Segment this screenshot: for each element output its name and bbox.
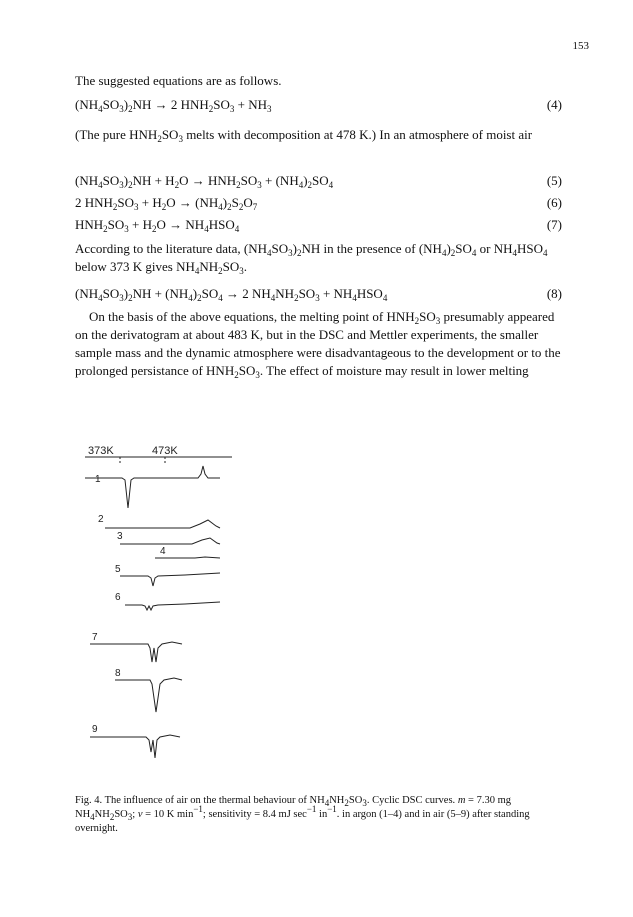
curve-label-9: 9 <box>92 724 98 735</box>
dsc-curve-4 <box>155 557 220 558</box>
equation-7-body: $HNH_2SO_3 + H_2O \to NH_4HSO_4$ <box>75 217 240 234</box>
axis-label-473k: 473K <box>152 445 178 457</box>
curve-label-7: 7 <box>92 632 98 643</box>
equation-4-number: (4) <box>546 97 562 112</box>
equation-4-body: $(NH_4SO_3)_2NH \to 2$ $HNH_2SO_3 + NH_3$ <box>75 97 272 114</box>
dsc-curve-6 <box>125 602 220 610</box>
page-number: 153 <box>572 40 589 52</box>
paragraph-literature: According to the literature data, $(NH_4SO_3)_2NH$ in the presence of $(NH_4)_2SO_4$ or $NH_4HSO_4$ below 373 K gives $NH_4NH_2SO_3$. <box>75 241 548 276</box>
equation-6-number: (6) <box>546 195 562 210</box>
curve-label-8: 8 <box>115 668 121 679</box>
intro-text: The suggested equations are as follows. <box>75 73 282 88</box>
curve-label-4: 4 <box>160 546 166 557</box>
dsc-curve-1 <box>85 466 220 508</box>
dsc-curve-7 <box>90 642 182 662</box>
equation-5-body: $(NH_4SO_3)_2NH + H_2O \to HNH_2SO_3 + (NH_4)_2SO_4$ <box>75 173 334 190</box>
curve-label-1: 1 <box>95 474 101 485</box>
axis-label-373k: 373K <box>88 445 114 457</box>
equation-5-number: (5) <box>546 173 562 188</box>
equation-6-body: 2 $HNH_2SO_3 + H_2O \to (NH_4)_2S_2O_7$ <box>75 195 258 212</box>
figure-caption: Fig. 4. The influence of air on the thermal behaviour of $NH_4NH_2SO_3$. Cyclic DSC curves. m = 7.30 mg $NH_4NH_2SO_3$; v = 10 K $\min^{-1}$; sensitivity = 8.4 mJ $\sec^{-1} in^{-1}$. in argon (1–4) and in air (5–9) after standing overnight. <box>75 795 530 834</box>
dsc-curve-9 <box>90 735 180 758</box>
dsc-curves-plot <box>60 440 310 770</box>
curve-label-3: 3 <box>117 531 123 542</box>
equation-8-number: (8) <box>546 286 562 301</box>
paragraph-basis: On the basis of the above equations, the melting point of $HNH_2SO_3$ presumably appeared on the derivatogram at about 483 K, but in the DSC and Mettler experiments, the smaller sample mass and the dynamic atmosphere were disadvantageous to the development or to the prolonged persistance of $HNH_2SO_3$. The effect of moisture may result in lower melting <box>75 309 561 380</box>
dsc-curve-2 <box>105 520 220 528</box>
equation-8-body: $(NH_4SO_3)_2NH + (NH_4)_2SO_4 \to 2$ $NH_4NH_2SO_3 + NH_4HSO_4$ <box>75 286 388 303</box>
curve-label-2: 2 <box>98 514 104 525</box>
curve-label-6: 6 <box>115 592 121 603</box>
curve-label-5: 5 <box>115 564 121 575</box>
dsc-curve-3 <box>120 538 220 544</box>
dsc-figure <box>60 440 310 770</box>
paragraph-pure-hnh2so3: (The pure $HNH_2SO_3$ melts with decomposition at 478 K.) In an atmosphere of moist air <box>75 127 533 144</box>
equation-7-number: (7) <box>546 217 562 232</box>
dsc-curve-5 <box>120 573 220 586</box>
dsc-curve-8 <box>115 678 182 712</box>
